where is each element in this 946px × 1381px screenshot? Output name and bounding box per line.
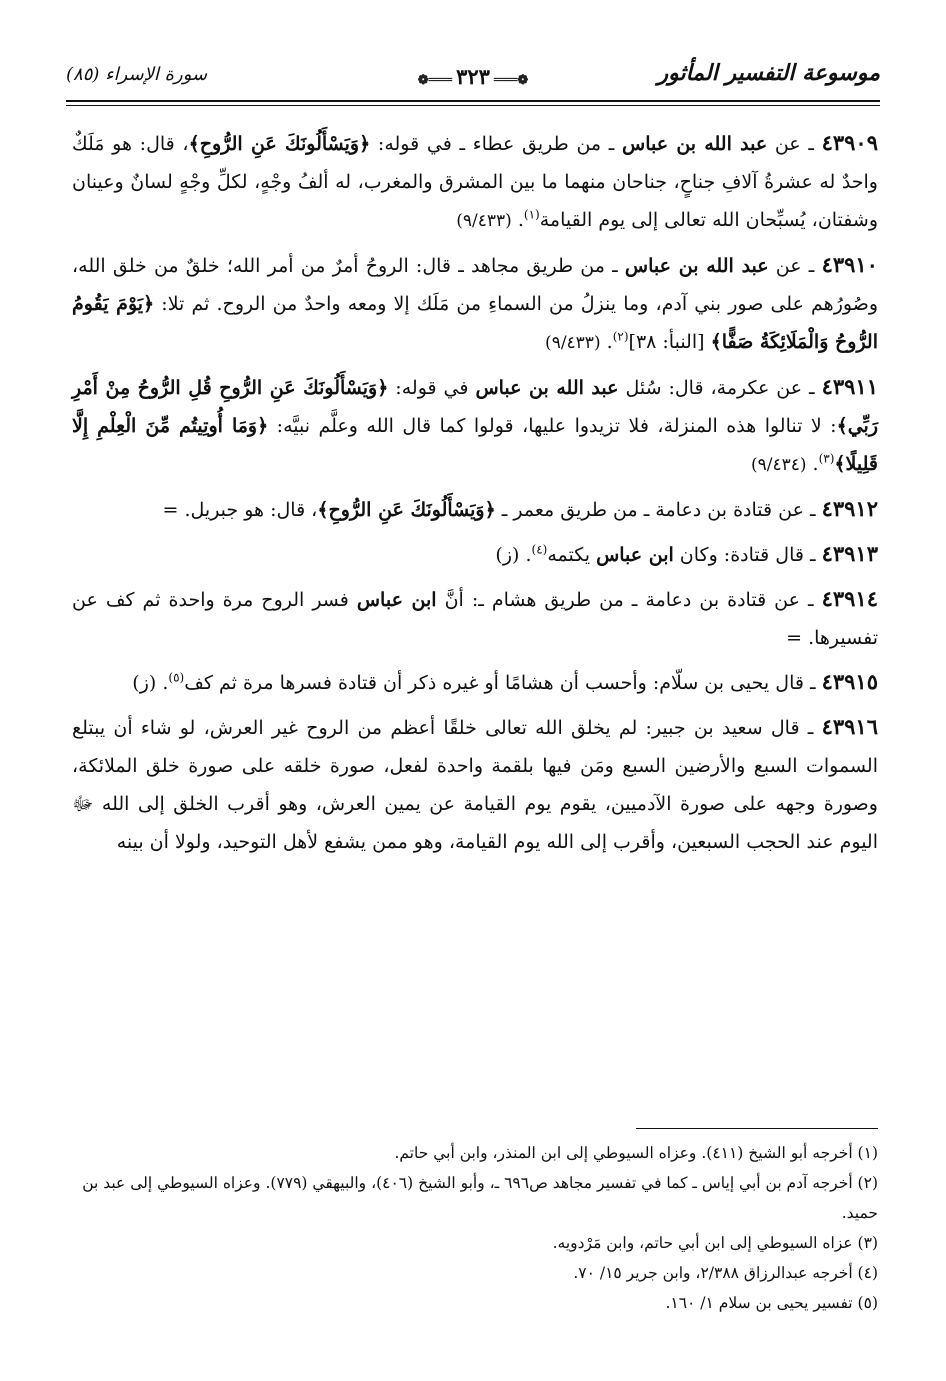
quran-verse: ﴿وَيَسْأَلُونَكَ عَنِ الرُّوحِ﴾ <box>317 499 496 521</box>
quran-verse: ﴿وَيَسْأَلُونَكَ عَنِ الرُّوحِ﴾ <box>188 133 371 155</box>
entry-text: يكتمه <box>547 544 597 566</box>
entry-43914 <box>72 580 878 657</box>
entry-text: : لا تنالوا هذه المنزلة، فلا تزيدوا عليها، قولوا كما قال الله وعلَّم نبيَّه: <box>268 415 837 437</box>
entry-text: ـ عن عكرمة، قال: سُئل <box>618 377 822 399</box>
entry-text: ، قال: هو جبريل. = <box>162 499 318 521</box>
volume-page-ref: (٩/٤٣٣) <box>545 333 601 353</box>
volume-page-ref: (٩/٤٣٤) <box>750 455 807 475</box>
entry-43912 <box>72 490 878 529</box>
entry-text: ، قال: هو مَلَكٌ واحدٌ له عشرةُ آلافِ جناحٍ، جناحان منهما ما بين المشرق والمغرب، له ألفُ وجْهٍ، لكلِّ وجْهٍ لسانٌ وعينان وشفتان، يُسبِّحان الله تعالى إلى يوم القيامة <box>72 133 878 231</box>
entry-43910 <box>72 246 878 362</box>
running-header <box>66 58 880 98</box>
footnote-4: (٤) أخرجه عبدالرزاق ٢/٣٨٨، وابن جرير ١٥/ ٧٠. <box>573 1264 878 1282</box>
footnote-5: (٥) تفسير يحيى بن سلام ١/ ١٦٠. <box>665 1294 878 1312</box>
narrator-name: عبد الله بن عباس <box>475 377 619 399</box>
entry-number: ٤٣٩١٦ <box>821 714 878 739</box>
entry-number: ٤٣٩١٢ <box>821 496 878 521</box>
entry-text: . <box>600 331 613 353</box>
page-number: ٣٢٣ <box>456 64 490 89</box>
footnote-ref: (٥) <box>168 670 185 685</box>
entry-text: ـ من طريق مجاهد ـ قال: الروحُ أمرٌ من أمر الله؛ خلقٌ من خلق الله، وصُورُهم على صور بني آدم، وما ينزلُ من السماءِ من مَلَك إلا ومعه واحدٌ من الروح. ثم تلا: <box>72 255 878 315</box>
page-number-ornament <box>414 64 533 89</box>
entry-43911 <box>72 368 878 484</box>
quran-verse: ﴿يَوْمَ يَقُومُ الرُّوحُ وَالْمَلَائِكَةُ صَفًّا﴾ <box>72 293 878 353</box>
entry-text: . (ز) <box>495 544 532 566</box>
header-rule <box>66 100 880 102</box>
entry-text: ـ من طريق عطاء ـ في قوله: <box>370 133 623 155</box>
entry-number: ٤٣٩١٤ <box>821 586 878 611</box>
ornament-icon: ═══❁ <box>417 73 453 88</box>
header-rule-thin <box>66 105 880 106</box>
surah-label: سورة الإسراء (٨٥) <box>66 64 208 85</box>
narrator-name: ابن عباس <box>596 544 674 566</box>
entry-text: . <box>806 453 819 475</box>
entry-number: ٤٣٩١٣ <box>821 541 878 566</box>
footnote-separator <box>636 1128 878 1129</box>
entry-text: ـ عن قتادة بن دعامة ـ من طريق معمر ـ <box>495 499 822 521</box>
entry-43916 <box>72 708 878 861</box>
entry-number: ٤٣٩١٠ <box>821 252 878 277</box>
entry-text: فسر الروح مرة واحدة ثم كف عن تفسيرها. = <box>72 589 878 649</box>
entry-text: ـ قال سعيد بن جبير: لم يخلق الله تعالى خلقًا أعظم من الروح غير العرش، لو شاء أن يبتلع السموات السبع والأرضين السبع ومَن فيها بلقمة واحدة لفعل، صورة خلقه على صورة خلق الملائكة، وصورة وجهه على صورة الآدميين، يقوم يوم القيامة عن يمين العرش، وهو أقرب الخلق إلى الله ﷻ اليوم عند الحجب السبعين، وأقرب إلى الله يوم القيامة، وهو ممن يشفع لأهل التوحيد، ولولا أن بينه <box>72 717 878 853</box>
entry-number: ٤٣٩١٥ <box>821 669 878 694</box>
footnotes <box>72 1138 878 1318</box>
book-title: موسوعة التفسير المأثور <box>657 60 880 86</box>
footnote-2: (٢) أخرجه آدم بن أبي إياس ـ كما في تفسير مجاهد ص٦٩٦ ـ، وأبو الشيخ (٤٠٦)، والبيهقي (٧٧٩). وعزاه السيوطي إلى عبد بن حميد. <box>82 1174 878 1222</box>
footnote-1: (١) أخرجه أبو الشيخ (٤١١). وعزاه السيوطي إلى ابن المنذر، وابن أبي حاتم. <box>394 1144 878 1162</box>
footnote-ref: (٢) <box>612 329 629 344</box>
entry-text: ـ عن <box>767 133 822 155</box>
entry-text: ـ قال قتادة: وكان <box>673 544 822 566</box>
volume-page-ref: (٩/٤٣٣) <box>456 211 512 231</box>
footnote-ref: (١) <box>523 207 540 222</box>
entry-text: ـ عن <box>768 255 822 277</box>
footnote-ref: (٤) <box>531 542 548 557</box>
entry-43909 <box>72 124 878 240</box>
quran-verse: ﴿وَمَا أُوتِيتُم مِّنَ الْعِلْمِ إِلَّا قَلِيلًا﴾ <box>72 415 878 475</box>
entry-number: ٤٣٩١١ <box>821 374 878 399</box>
narrator-name: عبد الله بن عباس <box>624 255 769 277</box>
ornament-icon: ❁═══ <box>493 73 529 88</box>
entry-text: في قوله: <box>388 377 476 399</box>
entry-text: . (ز) <box>132 672 169 694</box>
entry-text: [النبأ: ٣٨] <box>628 331 711 353</box>
quran-verse: ﴿وَيَسْأَلُونَكَ عَنِ الرُّوحِ قُلِ الرُّوحُ مِنْ أَمْرِ رَبِّي﴾ <box>72 377 878 437</box>
narrator-name: ابن عباس <box>356 589 437 611</box>
entry-43913 <box>72 535 878 574</box>
main-text <box>72 124 878 867</box>
footnote-ref: (٣) <box>818 451 835 466</box>
entry-43915 <box>72 663 878 702</box>
entry-text: ـ عن قتادة بن دعامة ـ من طريق هشام ـ: أنَّ <box>436 589 822 611</box>
footnote-3: (٣) عزاه السيوطي إلى ابن أبي حاتم، وابن مَرْدويه. <box>552 1234 878 1252</box>
entry-number: ٤٣٩٠٩ <box>821 130 878 155</box>
entry-text: . <box>511 209 524 231</box>
entry-text: ـ قال يحيى بن سلّام: وأحسب أن هشامًا أو غيره ذكر أن قتادة فسرها مرة ثم كف <box>184 672 822 694</box>
narrator-name: عبد الله بن عباس <box>622 133 768 155</box>
